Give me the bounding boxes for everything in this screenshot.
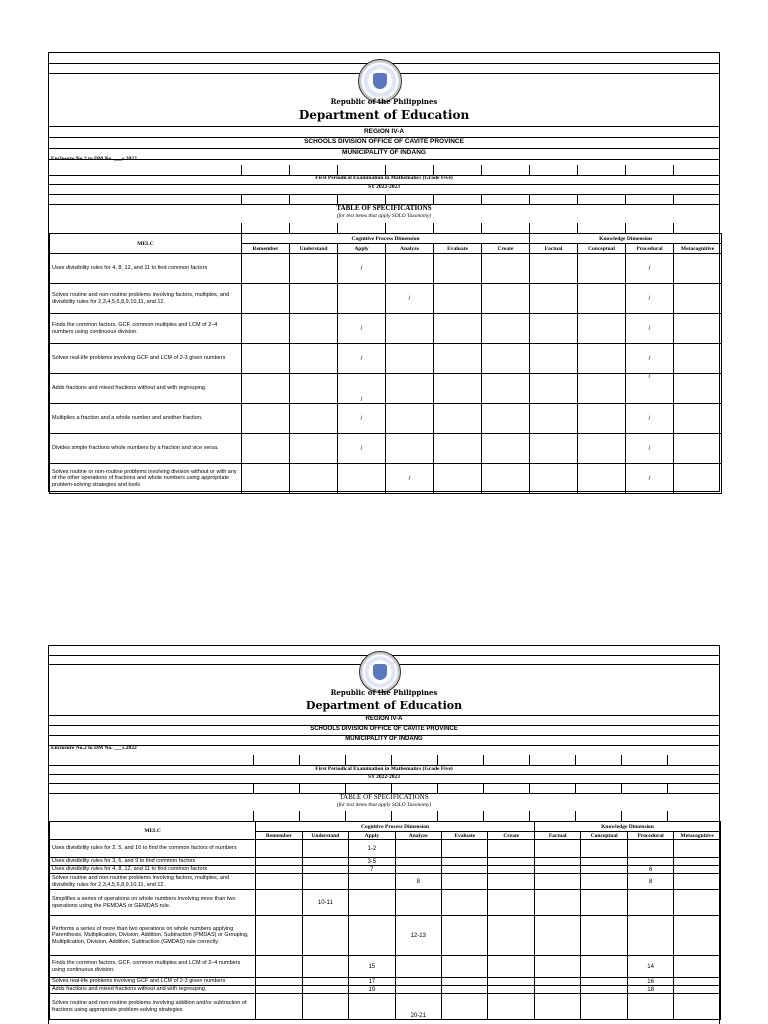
analyze-mark: / — [386, 464, 434, 494]
analyze-mark — [386, 374, 434, 404]
procedural-header: Procedural — [626, 244, 674, 254]
exam-title: First Periodical Examination in Mathematics (Grade Five) — [315, 766, 453, 772]
create-header: Create — [488, 832, 534, 840]
apply-item — [349, 994, 395, 1020]
department-title: Department of Education — [305, 699, 463, 712]
procedural-mark: / — [626, 464, 674, 494]
blank-grid-row — [49, 755, 713, 765]
analyze-item — [395, 986, 441, 994]
analyze-header: Analyze — [395, 832, 441, 840]
grid-line — [49, 159, 719, 160]
melc-header: MELC — [50, 234, 242, 254]
table-row — [50, 404, 722, 434]
understand-item: 10-11 — [302, 890, 348, 916]
department-title: Department of Education — [298, 108, 470, 122]
division-line: SCHOOLS DIVISION OFFICE OF CAVITE PROVINCE — [304, 138, 464, 145]
table-row — [50, 866, 721, 874]
tos-table-1 — [49, 233, 722, 494]
apply-item: 3-5 — [349, 858, 395, 866]
blank-grid-row — [49, 194, 721, 204]
region-line: REGION IV-A — [365, 716, 403, 722]
create-header: Create — [482, 244, 530, 254]
apply-mark: / — [338, 254, 386, 284]
apply-item: 17 — [349, 978, 395, 986]
table-row — [50, 464, 722, 494]
cognitive-header: Cognitive Process Dimension — [242, 234, 530, 244]
table-row — [50, 284, 722, 314]
procedural-item: 8 — [627, 874, 673, 890]
grid-line — [49, 126, 719, 127]
melc-cell: Finds the common factors, GCF, common multiples and LCM of 2–4 numbers using continuous division. — [50, 314, 242, 344]
understand-item — [302, 986, 348, 994]
conceptual-header: Conceptual — [578, 244, 626, 254]
table-row — [50, 254, 722, 284]
melc-cell: Finds the common factors, GCF, common multiples and LCM of 2–4 numbers using continuous division. — [50, 956, 256, 978]
enclosure-note: Enclosure No.2 to DM No. ___s.2022 — [51, 156, 137, 162]
factual-header: Factual — [534, 832, 580, 840]
understand-item — [302, 858, 348, 866]
analyze-mark — [386, 434, 434, 464]
melc-cell: Multiplies a fraction and a whole number and another fraction. — [50, 404, 242, 434]
melc-cell: Divides simple fractions whole numbers by a fraction and vice versa. — [50, 434, 242, 464]
melc-cell: Uses divisibility rules for 3, 6, and 9 to find common factors — [50, 858, 256, 866]
melc-cell: Performs a series of more than two operations on whole numbers applying Parenthesis, Multiplication, Division, Addition, Subtraction (PMDAS) or Grouping, Multiplication, Division, Addition, Subtraction (GMDAS) rule correctly. — [50, 916, 256, 956]
analyze-mark — [386, 314, 434, 344]
understand-item — [302, 840, 348, 858]
apply-item — [349, 916, 395, 956]
understand-item — [302, 866, 348, 874]
apply-mark — [338, 464, 386, 494]
understand-item — [302, 978, 348, 986]
table-row — [50, 858, 721, 866]
procedural-item — [627, 916, 673, 956]
melc-cell: Solves routine and non-routine problems involving factors, multiples, and divisibility rules for 2,3,4,5,6,8,9,10,11, and 12. — [50, 284, 242, 314]
procedural-item — [627, 858, 673, 866]
analyze-mark — [386, 404, 434, 434]
melc-cell: Uses divisibility rules for 4, 8, 12, and 11 to find common factors — [50, 254, 242, 284]
table-row — [50, 978, 721, 986]
melc-cell: Solves real-life problems involving GCF and LCM of 2-3 given numbers — [50, 978, 256, 986]
procedural-item: 18 — [627, 986, 673, 994]
knowledge-header: Knowledge Dimension — [530, 234, 722, 244]
melc-cell: Solves real-life problems involving GCF and LCM of 2-3 given numbers — [50, 344, 242, 374]
tos-table-2 — [49, 821, 721, 1020]
tos-subtitle: (for test items that apply SOLO Taxonomy) — [336, 802, 432, 808]
evaluate-header: Evaluate — [442, 832, 488, 840]
apply-item — [349, 874, 395, 890]
analyze-item — [395, 858, 441, 866]
understand-item — [302, 994, 348, 1020]
table-row — [50, 314, 722, 344]
tos-title: TABLE OF SPECIFICATIONS — [336, 204, 432, 212]
apply-item: 1-2 — [349, 840, 395, 858]
understand-item — [302, 916, 348, 956]
procedural-mark: / — [626, 254, 674, 284]
analyze-header: Analyze — [386, 244, 434, 254]
republic-line: Republic of the Philippines — [330, 688, 438, 697]
school-year: SY 2022-2023 — [367, 774, 401, 780]
enclosure-note: Enclosure No.2 to DM No. ___s.2022 — [51, 745, 137, 751]
analyze-item — [395, 840, 441, 858]
table-row — [50, 986, 721, 994]
analyze-item — [395, 890, 441, 916]
understand-header: Understand — [290, 244, 338, 254]
apply-mark — [338, 284, 386, 314]
melc-cell: Solves routine and non-routine problems involving addition and/or subtraction of fractions using appropriate problem-solving strategies — [50, 994, 256, 1020]
evaluate-header: Evaluate — [434, 244, 482, 254]
apply-header: Apply — [349, 832, 395, 840]
melc-cell: Solves routine and non-routine problems involving factors, multiples, and divisibility rules for 2,3,4,5,6,8,9,10,11, and 12. — [50, 874, 256, 890]
analyze-item: 8 — [395, 874, 441, 890]
procedural-item — [627, 840, 673, 858]
table-row — [50, 344, 722, 374]
tos-sheet-2 — [48, 645, 720, 1024]
tos-sheet-1 — [48, 52, 720, 492]
analyze-item — [395, 978, 441, 986]
apply-mark: / — [338, 344, 386, 374]
school-year: SY 2022-2023 — [367, 184, 401, 190]
analyze-item: 12-13 — [395, 916, 441, 956]
analyze-item — [395, 866, 441, 874]
analyze-mark: / — [386, 284, 434, 314]
table-row — [50, 916, 721, 956]
remember-header: Remember — [242, 244, 290, 254]
table-row — [50, 434, 722, 464]
apply-mark: / — [338, 434, 386, 464]
procedural-mark: / — [626, 314, 674, 344]
apply-item: 19 — [349, 986, 395, 994]
procedural-header: Procedural — [627, 832, 673, 840]
analyze-item — [395, 956, 441, 978]
blank-grid-row — [49, 223, 721, 233]
blank-grid-row — [49, 783, 713, 793]
procedural-mark: / — [626, 374, 674, 404]
apply-item — [349, 890, 395, 916]
understand-item — [302, 874, 348, 890]
table-row — [50, 994, 721, 1020]
apply-header: Apply — [338, 244, 386, 254]
apply-item: 15 — [349, 956, 395, 978]
blank-grid-row — [49, 165, 721, 175]
apply-mark: / — [338, 404, 386, 434]
apply-mark: / — [338, 314, 386, 344]
tos-subtitle: (for test items that apply SOLO Taxonomy) — [336, 213, 432, 219]
republic-line: Republic of the Philippines — [330, 97, 438, 106]
understand-item — [302, 956, 348, 978]
table-row — [50, 956, 721, 978]
division-line: SCHOOLS DIVISION OFFICE OF CAVITE PROVINCE — [310, 726, 458, 732]
exam-title: First Periodical Examination in Mathematics (Grade Five) — [315, 175, 453, 181]
apply-item: 7 — [349, 866, 395, 874]
procedural-mark: / — [626, 284, 674, 314]
melc-cell: Adds fractions and mixed fractions without and with regrouping. — [50, 374, 242, 404]
apply-mark: / — [338, 374, 386, 404]
municipality-line: MUNICIPALITY OF INDANG — [345, 736, 423, 742]
melc-header: MELC — [50, 822, 256, 840]
table-row — [50, 840, 721, 858]
analyze-mark — [386, 254, 434, 284]
procedural-mark: / — [626, 344, 674, 374]
analyze-mark — [386, 344, 434, 374]
melc-cell: Simplifies a series of operations on whole numbers involving more than two operations using the PEMDAS or GEMDAS rule. — [50, 890, 256, 916]
melc-cell: Adds fractions and mixed fractions without and with regrouping. — [50, 986, 256, 994]
municipality-line: MUNICIPALITY OF INDANG — [342, 149, 426, 156]
table-row — [50, 374, 722, 404]
understand-header: Understand — [302, 832, 348, 840]
metacognitive-header: Metacognitive — [674, 832, 721, 840]
procedural-item: 16 — [627, 978, 673, 986]
conceptual-header: Conceptual — [581, 832, 627, 840]
blank-grid-row — [49, 811, 713, 821]
analyze-item: 20-21 — [395, 994, 441, 1020]
procedural-item: 14 — [627, 956, 673, 978]
region-line: REGION IV-A — [363, 128, 405, 135]
table-row — [50, 890, 721, 916]
procedural-item: 6 — [627, 866, 673, 874]
melc-cell: Solves routine or non-routine problems involving division without or with any of the other operations of fractions and whole numbers using appropriate problem-solving strategies and tools — [50, 464, 242, 494]
remember-header: Remember — [256, 832, 302, 840]
tos-title: TABLE OF SPECIFICATIONS — [339, 793, 429, 801]
metacognitive-header: Metacognitive — [674, 244, 722, 254]
factual-header: Factual — [530, 244, 578, 254]
melc-cell: Uses divisibility rules for 2, 5, and 10 to find the common factors of numbers — [50, 840, 256, 858]
grid-line — [49, 745, 719, 746]
procedural-item — [627, 890, 673, 916]
cognitive-header: Cognitive Process Dimension — [256, 822, 535, 832]
table-row — [50, 874, 721, 890]
deped-seal-icon — [359, 651, 401, 693]
knowledge-header: Knowledge Dimension — [534, 822, 720, 832]
procedural-item — [627, 994, 673, 1020]
melc-cell: Uses divisibility rules for 4, 8, 12, and 11 to find common factors — [50, 866, 256, 874]
procedural-mark: / — [626, 404, 674, 434]
procedural-mark: / — [626, 434, 674, 464]
